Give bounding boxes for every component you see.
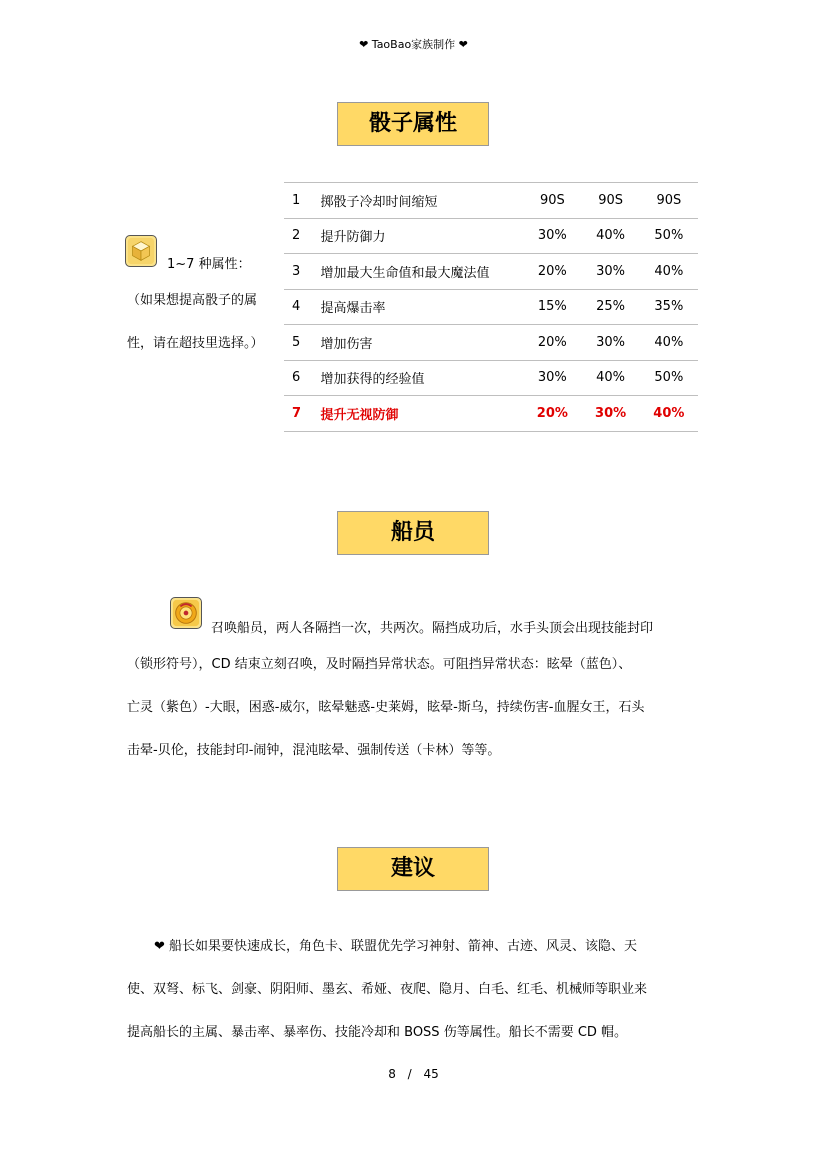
crew-text-line-4: 击晕-贝伦，技能封印-闹钟，混沌眩晕、强制传送（卡林）等等。 — [127, 743, 501, 758]
section-title-dice-attributes: 骰子属性 — [337, 102, 489, 146]
row-number: 3 — [284, 254, 320, 290]
page-header: ❤ TaoBao家族制作 ❤ — [359, 38, 468, 51]
row-level-3: 40% — [640, 396, 698, 432]
page-footer — [0, 1067, 827, 1081]
row-level-2: 30% — [581, 325, 639, 361]
advice-text-line-3: 提高船长的主属、暴击率、暴率伤、技能冷却和 BOSS 伤等属性。船长不需要 CD 帽。 — [127, 1025, 628, 1040]
table-row — [284, 360, 698, 396]
row-attribute: 增加获得的经验值 — [320, 360, 523, 396]
row-number: 4 — [284, 289, 320, 325]
row-attribute: 提高爆击率 — [320, 289, 523, 325]
row-level-1: 30% — [523, 218, 581, 254]
dice-attr-note-line-1: （如果想提高骰子的属 — [127, 293, 258, 308]
dice-attributes-table — [284, 182, 698, 432]
row-number: 2 — [284, 218, 320, 254]
row-level-3: 90S — [640, 183, 698, 219]
crew-text-line-2: （锁形符号），CD 结束立刻召唤，及时隔挡异常状态。可阻挡异常状态：眩晕（蓝色）、 — [127, 657, 632, 672]
crew-text-line-3: 亡灵（紫色）-大眼，困惑-威尔，眩晕魅惑-史莱姆，眩晕-斯乌，持续伤害-血腥女王，石头 — [127, 700, 645, 715]
row-level-2: 40% — [581, 218, 639, 254]
section-title-crew: 船员 — [337, 511, 489, 555]
row-level-1: 20% — [523, 396, 581, 432]
row-level-1: 15% — [523, 289, 581, 325]
row-level-2: 25% — [581, 289, 639, 325]
row-level-2: 30% — [581, 396, 639, 432]
table-row — [284, 218, 698, 254]
table-row — [284, 289, 698, 325]
row-attribute: 提升防御力 — [320, 218, 523, 254]
section-title-advice: 建议 — [337, 847, 489, 891]
table-row — [284, 325, 698, 361]
dice-skill-icon — [125, 235, 157, 267]
row-attribute: 增加伤害 — [320, 325, 523, 361]
row-level-2: 30% — [581, 254, 639, 290]
advice-text-line-1: ❤ 船长如果要快速成长，角色卡、联盟优先学习神射、箭神、古迹、风灵、该隐、天 — [154, 939, 638, 954]
page-separator: / — [407, 1067, 412, 1081]
row-number: 7 — [284, 396, 320, 432]
row-number: 1 — [284, 183, 320, 219]
table-row — [284, 183, 698, 219]
row-level-3: 50% — [640, 360, 698, 396]
row-attribute: 提升无视防御 — [320, 396, 523, 432]
row-level-1: 20% — [523, 325, 581, 361]
row-number: 5 — [284, 325, 320, 361]
page-number: 8 — [388, 1067, 396, 1081]
dice-attr-count-label: 1~7 种属性： — [167, 257, 251, 272]
row-attribute: 增加最大生命值和最大魔法值 — [320, 254, 523, 290]
row-attribute: 掷骰子冷却时间缩短 — [320, 183, 523, 219]
row-level-1: 90S — [523, 183, 581, 219]
row-level-1: 20% — [523, 254, 581, 290]
crew-skill-icon — [170, 597, 202, 629]
row-level-3: 40% — [640, 325, 698, 361]
row-level-3: 40% — [640, 254, 698, 290]
row-level-3: 50% — [640, 218, 698, 254]
page-total: 45 — [423, 1067, 439, 1081]
dice-attr-note-line-2: 性，请在超技里选择。） — [127, 336, 264, 351]
row-level-2: 40% — [581, 360, 639, 396]
crew-text-line-1: 召唤船员，两人各隔挡一次，共两次。隔挡成功后，水手头顶会出现技能封印 — [211, 621, 654, 636]
row-level-2: 90S — [581, 183, 639, 219]
row-number: 6 — [284, 360, 320, 396]
table-row — [284, 254, 698, 290]
row-level-1: 30% — [523, 360, 581, 396]
row-level-3: 35% — [640, 289, 698, 325]
table-row-highlighted — [284, 396, 698, 432]
advice-text-line-2: 使、双弩、标飞、剑豪、阴阳师、墨玄、希娅、夜爬、隐月、白毛、红毛、机械师等职业来 — [127, 982, 648, 997]
